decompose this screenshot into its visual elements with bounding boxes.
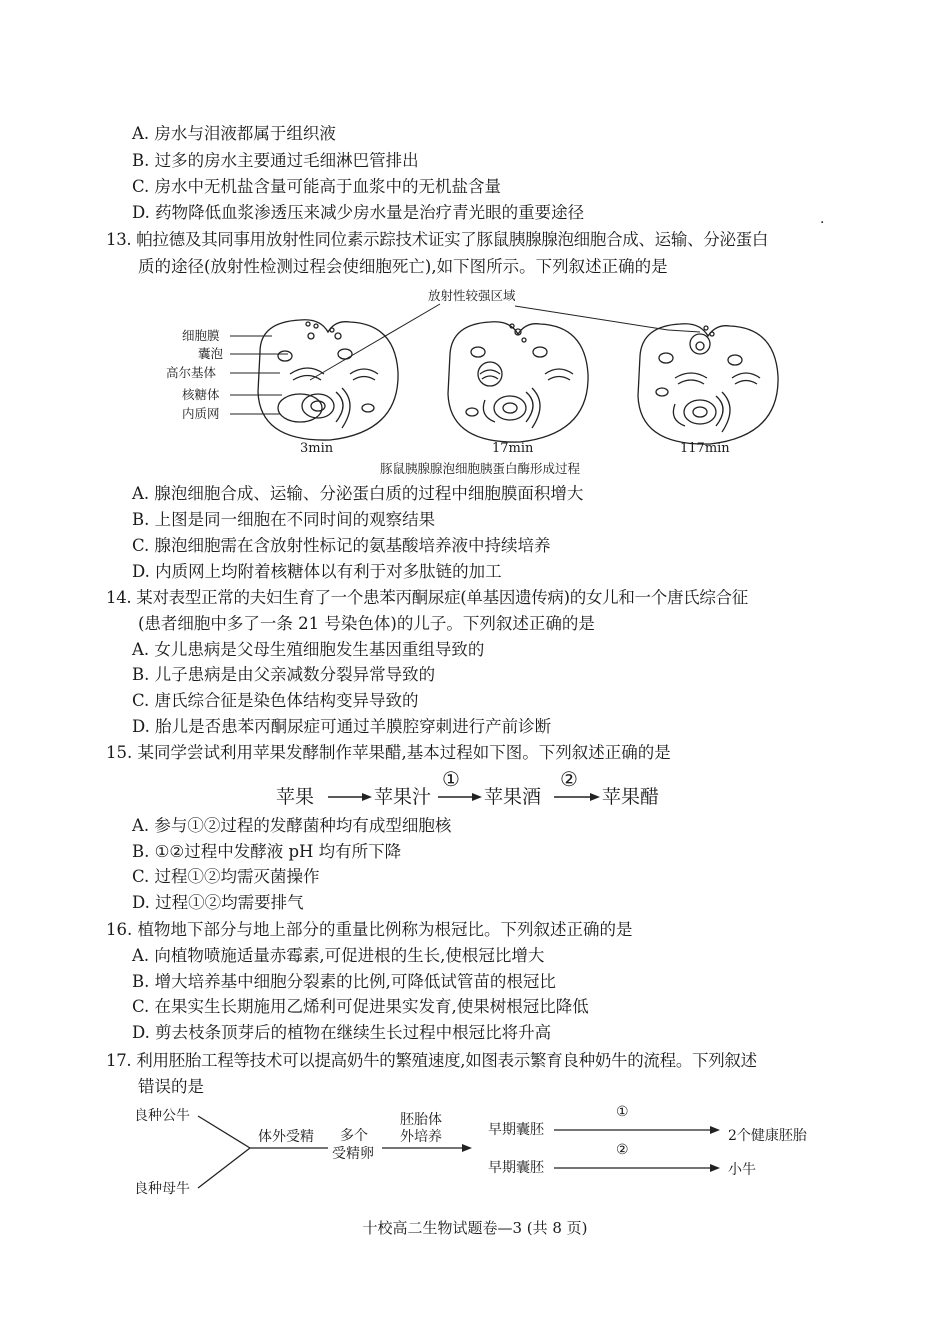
- fig17-cow: 良种母牛: [134, 1181, 190, 1197]
- label-er: 内质网: [182, 406, 220, 421]
- q15-option-d: D. 过程①②均需要排气: [132, 893, 304, 912]
- q13-stem-line1: 13. 帕拉德及其同事用放射性同位素示踪技术证实了豚鼠胰腺腺泡细胞合成、运输、分泌蛋白: [106, 230, 769, 249]
- q12-option-c: C. 房水中无机盐含量可能高于血浆中的无机盐含量: [132, 177, 502, 196]
- q15-flow-diagram: [270, 766, 690, 812]
- fig17-bull: 良种公牛: [134, 1108, 190, 1124]
- q12-option-d: D. 药物降低血浆渗透压来减少房水量是治疗青光眼的重要途径: [132, 203, 585, 222]
- q15-stem: 15. 某同学尝试利用苹果发酵制作苹果醋,基本过程如下图。下列叙述正确的是: [106, 743, 671, 762]
- label-cell-membrane: 细胞膜: [182, 328, 220, 343]
- fig17-blastocyst-2: 早期囊胚: [488, 1160, 544, 1176]
- q16-stem: 16. 植物地下部分与地上部分的重量比例称为根冠比。下列叙述正确的是: [106, 920, 633, 939]
- q14-stem-line2: (患者细胞中多了一条 21 号染色体)的儿子。下列叙述正确的是: [138, 614, 595, 633]
- q13-option-a: A. 腺泡细胞合成、运输、分泌蛋白质的过程中细胞膜面积增大: [132, 484, 584, 503]
- q12-option-b: B. 过多的房水主要通过毛细淋巴管排出: [132, 151, 419, 170]
- fig17-mark-2: ②: [616, 1142, 629, 1158]
- q14-option-d: D. 胎儿是否患苯丙酮尿症可通过羊膜腔穿刺进行产前诊断: [132, 717, 552, 736]
- q13-cell-figure: [160, 282, 800, 482]
- cell-117min: [638, 324, 778, 444]
- flow-apple-wine: 苹果酒: [484, 786, 542, 808]
- fig17-mark-1: ①: [616, 1104, 629, 1120]
- flow-apple: 苹果: [276, 786, 315, 808]
- fig17-ivf: 体外受精: [258, 1129, 314, 1145]
- q13-stem-line2: 质的途径(放射性检测过程会使细胞死亡),如下图所示。下列叙述正确的是: [138, 257, 668, 276]
- q16-option-d: D. 剪去枝条顶芽后的植物在继续生长过程中根冠比将升高: [132, 1023, 552, 1042]
- q16-option-c: C. 在果实生长期施用乙烯利可促进果实发育,使果树根冠比降低: [132, 997, 589, 1016]
- flow-mark-2: ②: [560, 767, 578, 791]
- flow-apple-vinegar: 苹果醋: [602, 786, 660, 808]
- fig13-top-label: 放射性较强区域: [428, 288, 516, 303]
- page-footer: 十校高二生物试题卷—3 (共 8 页): [362, 1219, 588, 1237]
- q17-stem-line1: 17. 利用胚胎工程等技术可以提高奶牛的繁殖速度,如图表示繁育良种奶牛的流程。下列叙述: [106, 1051, 757, 1070]
- q14-stem-line1: 14. 某对表型正常的夫妇生育了一个患苯丙酮尿症(单基因遗传病)的女儿和一个唐氏综合征: [106, 588, 748, 607]
- fig17-output-embryos: 2个健康胚胎: [728, 1128, 807, 1144]
- fig17-eggs-2: 受精卵: [332, 1146, 374, 1162]
- q12-option-a: A. 房水与泪液都属于组织液: [132, 124, 336, 143]
- q13-option-b: B. 上图是同一细胞在不同时间的观察结果: [132, 510, 436, 529]
- flow-apple-juice: 苹果汁: [374, 786, 432, 808]
- fig17-blastocyst-1: 早期囊胚: [488, 1122, 544, 1138]
- cell-17min: [448, 322, 588, 442]
- fig17-culture-2: 外培养: [400, 1129, 442, 1145]
- q14-option-c: C. 唐氏综合征是染色体结构变异导致的: [132, 691, 419, 710]
- q17-stem-line2: 错误的是: [138, 1077, 204, 1096]
- time-117min: 117min: [680, 441, 730, 456]
- q15-option-b: B. ①②过程中发酵液 pH 均有所下降: [132, 842, 402, 861]
- q13-option-d: D. 内质网上均附着核糖体以有利于对多肽链的加工: [132, 562, 502, 581]
- flow-mark-1: ①: [442, 767, 460, 791]
- q14-option-a: A. 女儿患病是父母生殖细胞发生基因重组导致的: [132, 640, 485, 659]
- q14-option-b: B. 儿子患病是由父亲减数分裂异常导致的: [132, 665, 436, 684]
- stray-mark: ·: [820, 215, 825, 231]
- fig13-caption: 豚鼠胰腺腺泡细胞胰蛋白酶形成过程: [380, 461, 581, 476]
- q16-option-a: A. 向植物喷施适量赤霉素,可促进根的生长,使根冠比增大: [132, 946, 545, 965]
- q13-option-c: C. 腺泡细胞需在含放射性标记的氨基酸培养液中持续培养: [132, 536, 551, 555]
- q16-option-b: B. 增大培养基中细胞分裂素的比例,可降低试管苗的根冠比: [132, 972, 556, 991]
- fig17-eggs-1: 多个: [340, 1128, 368, 1144]
- q15-option-c: C. 过程①②均需灭菌操作: [132, 867, 320, 886]
- label-ribosome: 核糖体: [182, 387, 220, 402]
- cell-3min: [258, 320, 398, 440]
- q17-breeding-diagram: [130, 1100, 830, 1200]
- time-17min: 17min: [492, 441, 534, 456]
- q15-option-a: A. 参与①②过程的发酵菌种均有成型细胞核: [132, 816, 452, 835]
- fig17-culture-1: 胚胎体: [400, 1112, 442, 1128]
- label-golgi: 高尔基体: [166, 365, 217, 380]
- fig17-output-calf: 小牛: [728, 1162, 756, 1178]
- time-3min: 3min: [300, 441, 334, 456]
- label-vesicle: 囊泡: [198, 346, 224, 361]
